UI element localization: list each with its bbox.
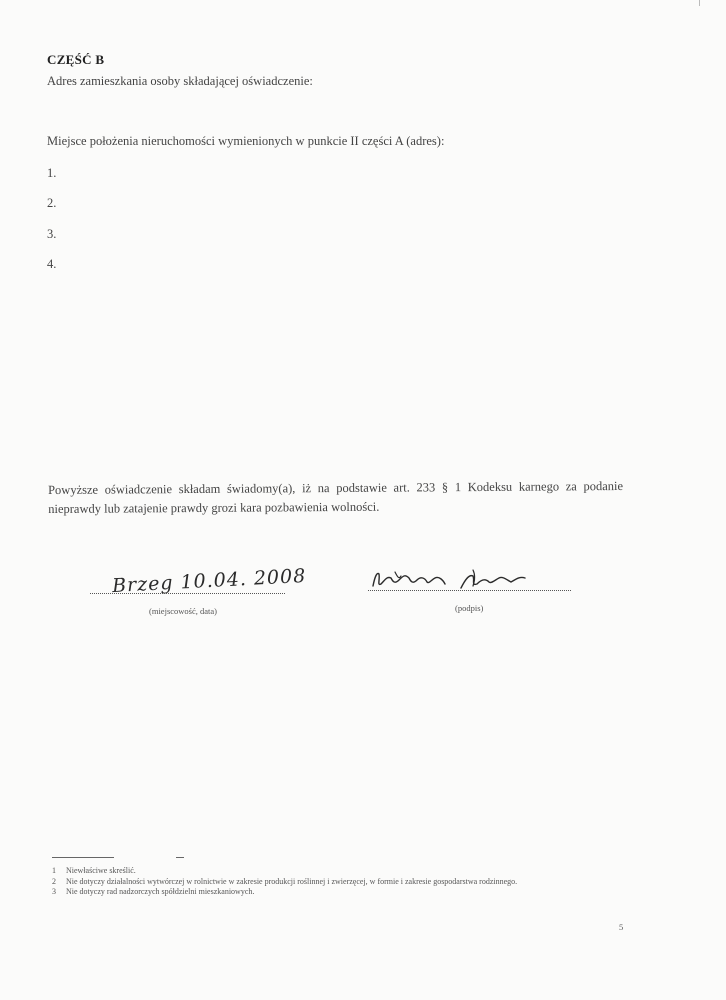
footnote-item (52, 866, 652, 877)
property-location-label: Miejsce położenia nieruchomości wymienionych w punkcie II części A (adres): (47, 134, 445, 148)
footnote-text: Nie dotyczy działalności wytwórczej w rolnictwie w zakresie produkcji roślinnej i zwierzęcej, w formie i zakresie gospodarstwa rodzinnego. (66, 876, 518, 886)
footnote-number: 3 (52, 887, 56, 896)
list-item-number: 1. (47, 166, 57, 180)
footnote-item (52, 877, 652, 888)
footnote-number: 1 (52, 866, 56, 875)
footnote-text: Nie dotyczy rad nadzorczych spółdzielni mieszkaniowych. (66, 887, 255, 896)
footnote-text: Niewłaściwe skreślić. (66, 866, 136, 875)
footnote-rule-fragment (176, 857, 184, 858)
address-label: Adres zamieszkania osoby składającej oświadczenie: (47, 74, 313, 88)
list-item-number: 3. (47, 227, 57, 241)
footnote-number: 2 (52, 876, 56, 886)
footnote-rule (52, 857, 114, 858)
footnote-item (52, 887, 652, 898)
place-date-line (90, 593, 285, 594)
list-item-number: 2. (47, 196, 57, 210)
footnotes (52, 866, 652, 898)
list-item-number: 4. (47, 257, 57, 271)
place-date-caption: (miejscowość, data) (149, 606, 217, 616)
section-title: CZĘŚĆ B (47, 52, 105, 67)
handwritten-place-date: Brzeg 10.04. 2008 (111, 564, 307, 598)
signature-line (368, 590, 571, 591)
declaration-text: Powyższe oświadczenie składam świadomy(a), iż na podstawie art. 233 § 1 Kodeksu karnego za podanie nieprawdy lub zatajenie prawdy grozi kara pozbawienia wolności. (48, 478, 624, 516)
signature-caption: (podpis) (455, 603, 484, 613)
page-number: 5 (619, 922, 624, 932)
scan-edge-mark (699, 0, 700, 6)
